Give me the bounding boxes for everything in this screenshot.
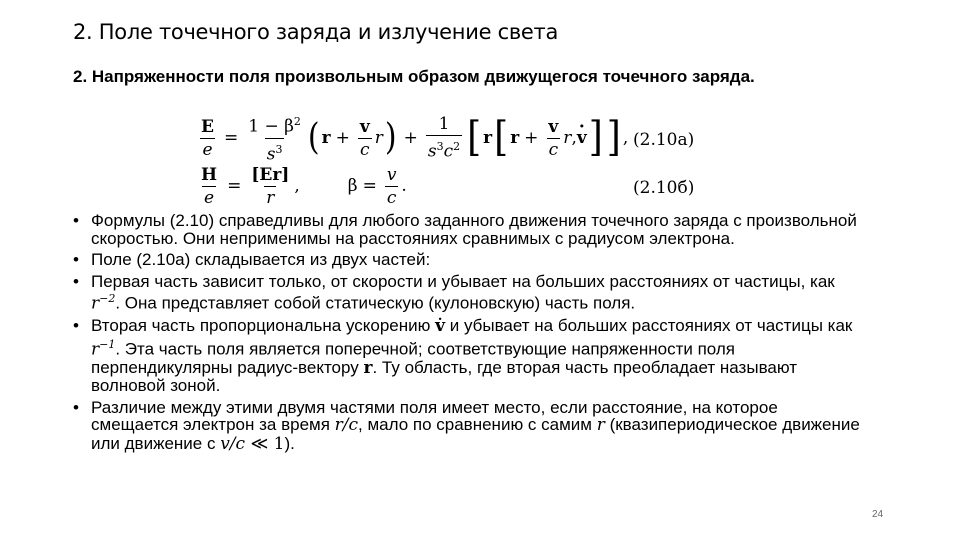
- equation-2-10b: $\frac{H}{e}$ = $\frac{[Er]}{r}$ , β = $\frac{v}{c}$ .: [201, 164, 407, 208]
- slide-title: 2. Поле точечного заряда и излучение света: [73, 20, 559, 44]
- bullet-list: [73, 212, 863, 457]
- equation-2-10a: $\frac{E}{e}$ = $\frac{1 - \beta^2}{s^3}$ ( r + $\frac{v}{c}$ r ) + $\frac{1}{s^3c^2}$ [ r [ r + $\frac{v}{c}$ r , · v ] ] ,: [196, 112, 628, 164]
- bullet-item: • Поле (2.10а) складывается из двух частей:: [73, 251, 863, 269]
- bullet-item: • Формулы (2.10) справедливы для любого заданного движения точечного заряда с произвольной скоростью. Они неприменимы на расстояниях сравнимых с радиусом электрона.: [73, 212, 863, 247]
- bullet-item: • Вторая часть пропорциональна ускорению v̇ и убывает на больших расстояниях от частицы как $r^{-1}$. Эта часть поля является поперечной; соответствующие напряженности поля перпендикулярны радиус-вектору r. Ту область, где вторая часть преобладает называют волновой зоной.: [73, 317, 863, 395]
- bullet-item: • Первая часть зависит только, от скорости и убывает на больших расстояниях от частицы, как $r^{-2}$. Она представляет собой статическую (кулоновскую) часть поля.: [73, 273, 863, 314]
- equation-number-a: (2.10а): [633, 130, 695, 150]
- section-subtitle: 2. Напряженности поля произвольным образом движущегося точечного заряда.: [73, 67, 755, 86]
- page-number: 24: [872, 509, 884, 520]
- bullet-item: • Различие между этими двумя частями поля имеет место, если расстояние, на которое смещается электрон за время r/c, мало по сравнению с самим r (квазипериодическое движение или движение с v/c ≪ 1).: [73, 399, 863, 454]
- equation-number-b: (2.10б): [633, 178, 695, 198]
